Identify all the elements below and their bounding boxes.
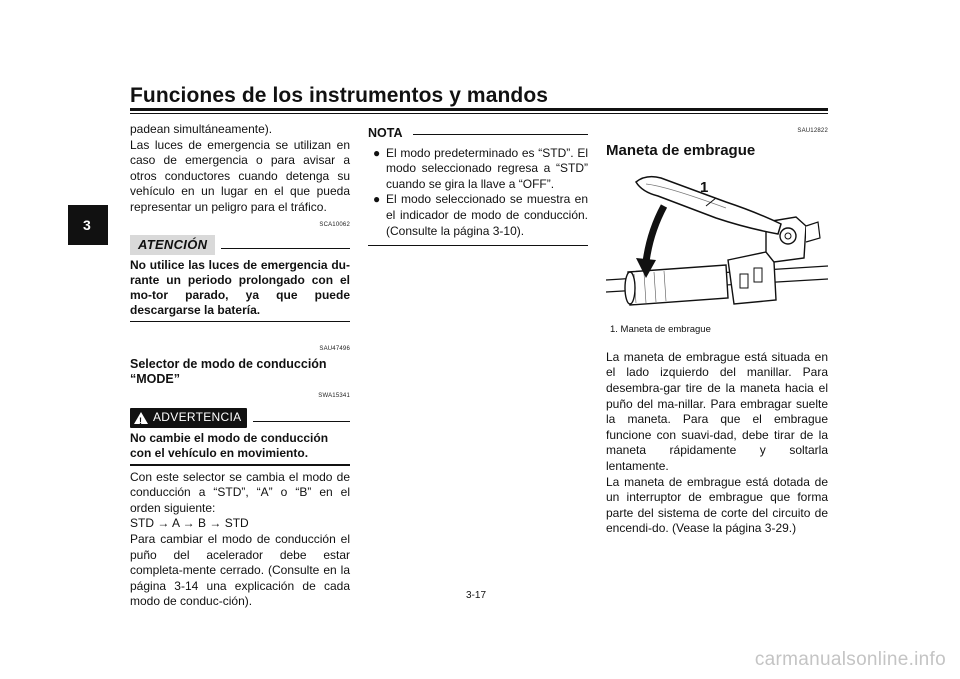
warning-text: No cambie el modo de conducción con el vehículo en movimiento. (130, 430, 329, 460)
bullet-icon: ● (373, 145, 381, 160)
clutch-lever-drawing (606, 162, 828, 312)
chapter-tab: 3 (68, 205, 108, 245)
page-number: 3-17 (466, 590, 487, 601)
paragraph: padean simultáneamente). (130, 122, 273, 136)
note-list (368, 146, 588, 240)
paragraph: Las luces de emergencia se utilizan en caso de emergencia o para avisar a otros conductores cuando detenga su vehículo en un lugar en el que pueda representar un peligro para el tráfico. (130, 137, 350, 214)
divider (130, 321, 350, 322)
header-rule-thin (130, 113, 828, 114)
warning-header (130, 408, 350, 428)
ref-code: SWA15341 (318, 393, 350, 400)
paragraph: La maneta de embrague está situada en el lado izquierdo del manillar. Para desembra-gar tire de la maneta hacia el puño del ma-nillar. Para embragar suelte la maneta. Para que el embrague funcione con suavi-dad, debe tirar de la maneta rápidamente y soltarla lentamente. (606, 349, 828, 473)
figure-caption: 1. Maneta de embrague (610, 324, 711, 336)
ref-code: SCA10062 (319, 221, 350, 228)
divider (130, 464, 350, 466)
column-right (606, 124, 828, 537)
section-title: Selector de modo de conducción “MODE” (130, 357, 327, 387)
clutch-lever-illustration (606, 162, 828, 312)
mode-sequence: STD → A → B → STD (130, 516, 249, 531)
warning-label-box (130, 408, 247, 428)
note-label: NOTA (368, 126, 403, 140)
paragraph: Para cambiar el modo de conducción el puño del acelerador debe estar completa-mente cerrado. (Consulte en la página 3-14 una explicación de cada modo de conduc-ción). (130, 531, 350, 609)
caution-text: No utilice las luces de emergencia du-rante un periodo prolongado con el mo-tor parado, ya que puede descargarse la batería. (130, 257, 350, 317)
header-rule-thick (130, 108, 828, 111)
divider (221, 248, 350, 249)
callout-number: 1 (700, 179, 709, 197)
paragraph: La maneta de embrague está dotada de un interruptor de embrague que forma parte del sistema de corte del circuito de encendi-do. (Vease la página 3-29.) (606, 474, 828, 536)
caution-header (130, 235, 350, 255)
divider (368, 245, 588, 246)
note-header (368, 126, 588, 142)
watermark: carmanualsonline.info (754, 649, 946, 670)
page-title: Funciones de los instrumentos y mandos (130, 84, 549, 107)
section-title: Maneta de embrague (606, 141, 756, 159)
column-left (130, 122, 350, 610)
list-item: ● El modo seleccionado se muestra en el indicador de modo de conducción. (Consulte la página 3-10). (373, 192, 588, 238)
list-item: ● El modo predeterminado es “STD”. El modo seleccionado regresa a “STD” cuando se gira la llave a “OFF”. (373, 145, 588, 191)
bullet-icon: ● (373, 192, 381, 207)
paragraph: Con este selector se cambia el modo de conducción a “STD”, “A” o “B” en el orden siguiente: (130, 469, 350, 515)
ref-code: SAU12822 (797, 128, 828, 134)
ref-code: SAU47496 (319, 345, 350, 352)
warning-label: ADVERTENCIA (153, 409, 242, 424)
divider (413, 134, 589, 135)
column-middle (368, 126, 588, 246)
warning-triangle-icon: ! (134, 412, 148, 424)
caution-label: ATENCIÓN (130, 235, 215, 255)
divider (253, 421, 350, 422)
